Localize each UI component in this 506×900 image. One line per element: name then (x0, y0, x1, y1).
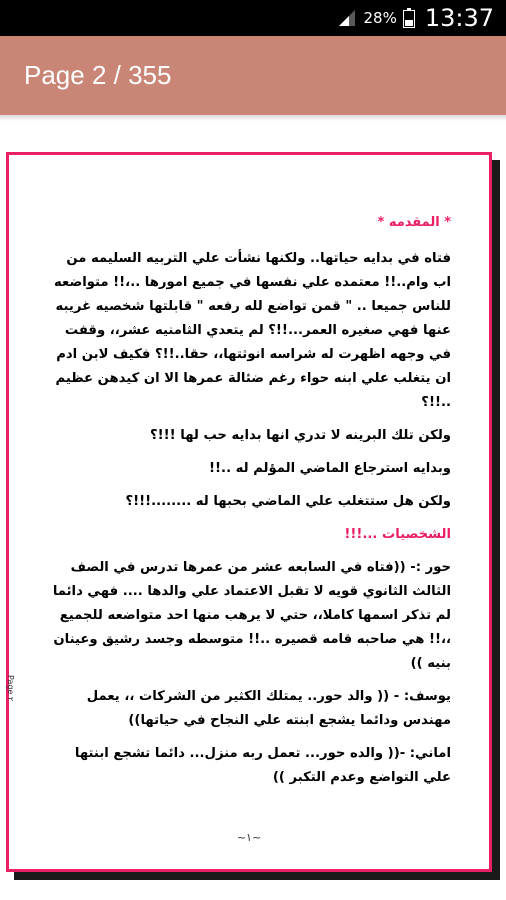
battery-percent: 28% (363, 9, 397, 27)
page-indicator: Page 2 / 355 (24, 60, 172, 90)
characters-heading: الشخصيات ...!!! (344, 527, 451, 542)
page-footer-number: ~١~ (236, 831, 262, 844)
status-indicators (337, 0, 494, 36)
action-bar (0, 36, 506, 115)
document-page[interactable] (6, 152, 492, 872)
character-youssef: يوسف: - (( والد حور.. يمتلك الكثير من الشركات ،، يعمل مهندس ودائما يشجع ابنته علي النجاح في حياتها)) (86, 689, 451, 728)
status-bar (0, 0, 506, 36)
story-line: ولكن تلك البرينه لا تدري انها بدايه حب لها !!!؟ (149, 428, 451, 443)
character-amani: اماني: -(( والده حور... تعمل ربه منزل... دائما تشجع ابنتها علي التواضع وعدم التكبر )) (74, 746, 451, 785)
action-bar-shadow (0, 115, 506, 121)
battery-icon (403, 8, 415, 28)
intro-heading: * المقدمه * (377, 215, 451, 230)
story-line: ولكن هل ستتغلب علي الماضي بحبها له ........!!!؟ (125, 494, 451, 509)
intro-paragraph: فتاه في بدايه حياتها.. ولكنها نشأت علي التربيه السليمه من اب وام..!! معتمده علي نفسها في جميع امورها ..،!! متواضعه للناس جميعا .. " قمن تواضع لله رفعه " قابلتها شخصيه غريبه عنها فهي صغيره العمر...!!؟ لم يتعدي الثامنيه عشر،، وقفت في وجهه اظهرت له شراسه انوثتها،، حقا..!!؟ فكيف لابن ادم ان يتغلب علي ابنه حواء رغم ضئالة عمرها الا ان كيدهن عظيم ..!!؟ (54, 251, 451, 410)
side-page-label: Page ٢ (6, 675, 15, 702)
signal-icon (337, 8, 357, 28)
clock: 13:37 (424, 4, 494, 32)
document-text (45, 211, 451, 799)
story-line: وبدايه استرجاع الماضي المؤلم له ..!! (209, 461, 451, 476)
character-hoor: حور :- ((فتاه في السابعه عشر من عمرها تدرس في الصف الثالث الثانوي قويه لا تقبل الاعتماد علي والدها .... فهي دائما لم تذكر اسمها كاملا،، حتي لا يرهب منها احد متواضعه للجميع ،،!! هي صاحبه قامه قصيره ..!! متوسطه وجسد رشيق وعينان بنيه )) (52, 560, 451, 671)
